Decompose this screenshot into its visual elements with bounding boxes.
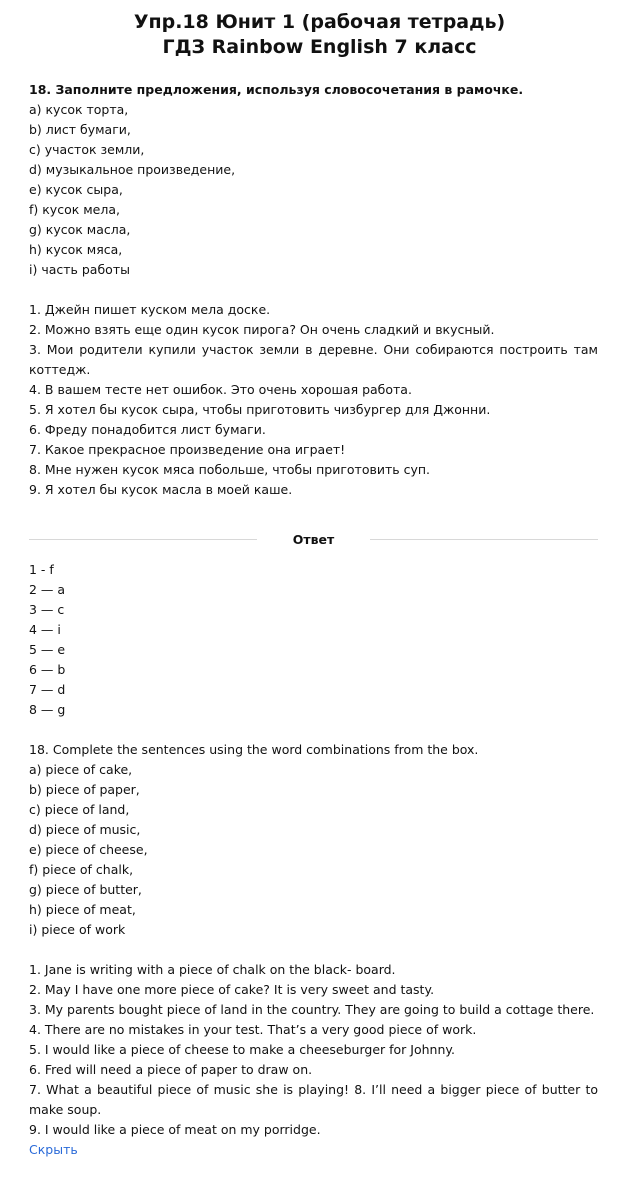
ru-option: e) кусок сыра, <box>29 182 123 197</box>
ru-option: a) кусок торта, <box>29 102 129 117</box>
divider-rule-right <box>370 539 598 540</box>
answers-list <box>29 560 598 720</box>
en-sentences-list <box>29 960 598 1140</box>
en-sentence: 6. Fred will need a piece of paper to draw on. <box>29 1062 313 1077</box>
ru-sentence: 1. Джейн пишет куском мела доске. <box>29 302 271 317</box>
ru-option: d) музыкальное произведение, <box>29 162 236 177</box>
en-sentence: 4. There are no mistakes in your test. That’s a very good piece of work. <box>29 1022 477 1037</box>
en-sentence: 3. My parents bought piece of land in the country. They are going to build a cottage there. <box>29 1002 595 1017</box>
answer-item: 5 — e <box>29 642 66 657</box>
en-option: h) piece of meat, <box>29 902 136 917</box>
answer-item: 3 — c <box>29 602 65 617</box>
ru-sentence: 9. Я хотел бы кусок масла в моей каше. <box>29 482 293 497</box>
answer-item: 1 - f <box>29 562 54 577</box>
en-options-list <box>29 760 598 940</box>
ru-option: f) кусок мела, <box>29 202 120 217</box>
en-option: e) piece of cheese, <box>29 842 148 857</box>
page-title-line-1: Упр.18 Юнит 1 (рабочая тетрадь) <box>133 11 506 33</box>
answer-item: 7 — d <box>29 682 66 697</box>
en-option: b) piece of paper, <box>29 782 140 797</box>
ru-option: b) лист бумаги, <box>29 122 131 137</box>
answer-item: 4 — i <box>29 622 61 637</box>
ru-option: i) часть работы <box>29 262 130 277</box>
ru-sentence: 6. Фреду понадобится лист бумаги. <box>29 422 266 437</box>
en-sentence: 2. May I have one more piece of cake? It is very sweet and tasty. <box>29 982 435 997</box>
ru-exercise-heading: 18. Заполните предложения, используя словосочетания в рамочке. <box>29 82 524 97</box>
ru-sentences-list <box>29 300 598 500</box>
en-sentence: 7. What a beautiful piece of music she is playing! 8. I’ll need a bigger piece of butter to make soup. <box>29 1082 598 1117</box>
en-option: f) piece of chalk, <box>29 862 134 877</box>
ru-sentence: 2. Можно взять еще один кусок пирога? Он очень сладкий и вкусный. <box>29 322 495 337</box>
hide-link[interactable]: Скрыть <box>29 1142 78 1157</box>
ru-option: c) участок земли, <box>29 142 145 157</box>
ru-option: h) кусок мяса, <box>29 242 123 257</box>
ru-sentence: 4. В вашем тесте нет ошибок. Это очень хорошая работа. <box>29 382 412 397</box>
en-option: c) piece of land, <box>29 802 130 817</box>
ru-sentence: 8. Мне нужен кусок мяса побольше, чтобы приготовить суп. <box>29 462 431 477</box>
en-option: a) piece of cake, <box>29 762 133 777</box>
answer-divider <box>29 530 598 550</box>
en-sentence: 9. I would like a piece of meat on my porridge. <box>29 1122 321 1137</box>
en-option: d) piece of music, <box>29 822 141 837</box>
answer-item: 2 — a <box>29 582 66 597</box>
ru-sentence: 5. Я хотел бы кусок сыра, чтобы приготовить чизбургер для Джонни. <box>29 402 491 417</box>
ru-sentence: 7. Какое прекрасное произведение она играет! <box>29 442 346 457</box>
answer-item: 8 — g <box>29 702 66 717</box>
exercise-content <box>29 80 598 1160</box>
en-exercise-heading: 18. Complete the sentences using the word combinations from the box. <box>29 742 479 757</box>
ru-sentence: 3. Мои родители купили участок земли в деревне. Они собираются построить там коттедж. <box>29 342 598 377</box>
en-option: i) piece of work <box>29 922 126 937</box>
ru-option: g) кусок масла, <box>29 222 131 237</box>
ru-options-list <box>29 100 598 280</box>
en-option: g) piece of butter, <box>29 882 142 897</box>
en-sentence: 5. I would like a piece of cheese to make a cheeseburger for Johnny. <box>29 1042 455 1057</box>
page-title <box>0 0 639 60</box>
en-sentence: 1. Jane is writing with a piece of chalk on the black- board. <box>29 962 396 977</box>
page-title-line-2: ГДЗ Rainbow English 7 класс <box>162 36 477 58</box>
answer-item: 6 — b <box>29 662 66 677</box>
answer-heading: Ответ <box>292 532 335 547</box>
